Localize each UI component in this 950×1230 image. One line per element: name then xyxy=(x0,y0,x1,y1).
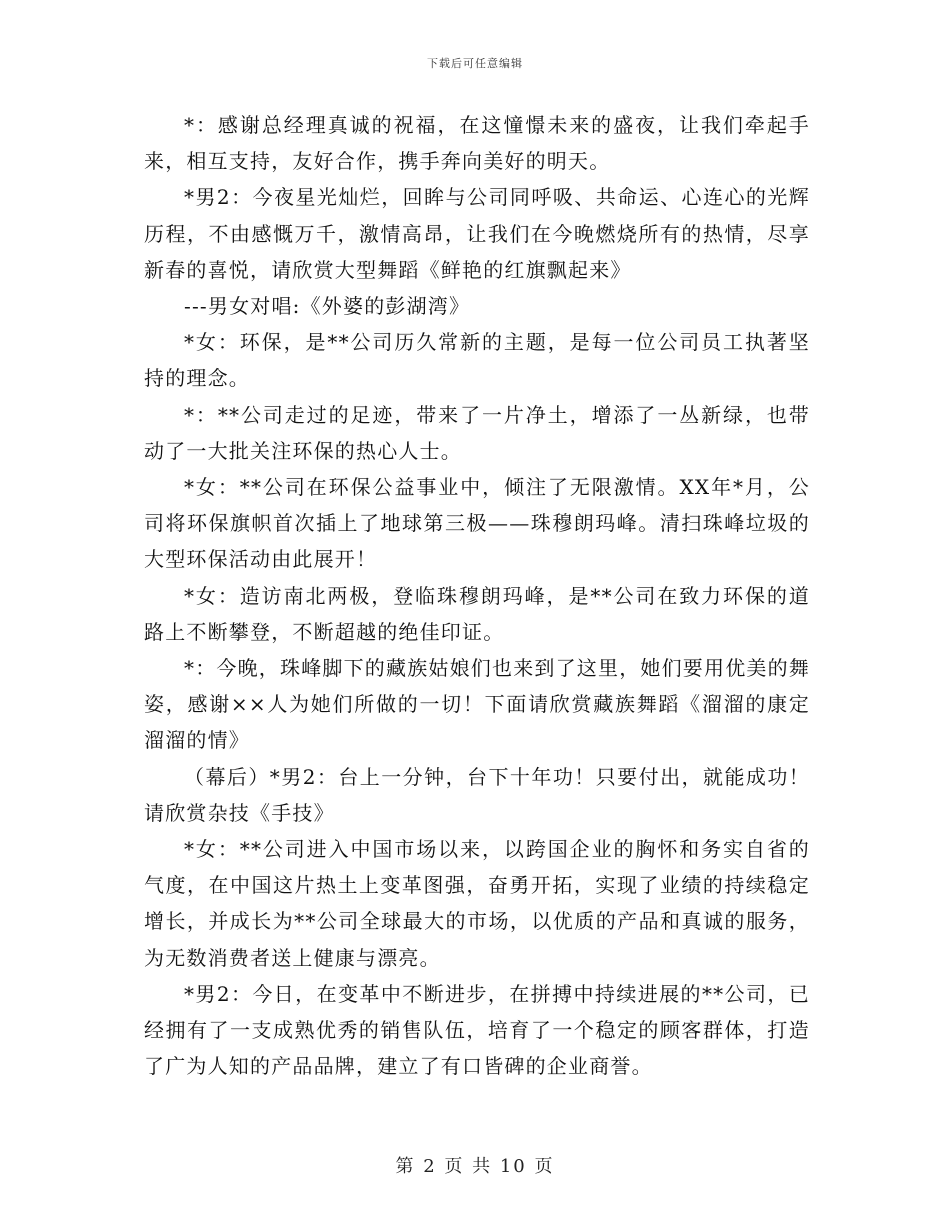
paragraph-male2-today: *男2：今日，在变革中不断进步，在拼搏中持续进展的**公司，已经拥有了一支成熟优秀的销售队伍，培育了一个稳定的顾客群体，打造了广为人知的产品品牌，建立了有口皆碑的企业商誉。 xyxy=(144,981,810,1079)
paragraph-footprints: *：**公司走过的足迹，带来了一片净土，增添了一丛新绿，也带动了一大批关注环保的热心人士。 xyxy=(144,402,810,463)
paragraph-tibetan-dance: *：今晚，珠峰脚下的藏族姑娘们也来到了这里，她们要用优美的舞姿，感谢××人为她们所做的一切！下面请欣赏藏族舞蹈《溜溜的康定溜溜的情》 xyxy=(144,656,810,753)
page-header-note: 下载后可任意编辑 xyxy=(427,57,523,70)
paragraph-female-poles: *女：造访南北两极，登临珠穆朗玛峰，是**公司在致力环保的道路上不断攀登，不断超越的绝佳印证。 xyxy=(144,583,810,644)
document-body xyxy=(144,107,810,1084)
paragraph-backstage-acrobatics: （幕后）*男2：台上一分钟，台下十年功！只要付出，就能成功！请欣赏杂技《手技》 xyxy=(144,764,810,825)
paragraph-female-everest: *女：**公司在环保公益事业中，倾注了无限激情。XX年*月，公司将环保旗帜首次插上了地球第三极——珠穆朗玛峰。清扫珠峰垃圾的大型环保活动由此展开！ xyxy=(144,475,810,572)
paragraph-thanks-general-manager: *：感谢总经理真诚的祝福，在这憧憬未来的盛夜，让我们牵起手来，相互支持，友好合作，携手奔向美好的明天。 xyxy=(144,113,810,174)
page-number: 第 2 页 共 10 页 xyxy=(395,1156,555,1177)
paragraph-female-environment: *女：环保，是**公司历久常新的主题，是每一位公司员工执著坚持的理念。 xyxy=(144,330,810,391)
paragraph-male2-starlight: *男2：今夜星光灿烂，回眸与公司同呼吸、共命运、心连心的光辉历程，不由感慨万千，激情高昂，让我们在今晚燃烧所有的热情，尽享新春的喜悦，请欣赏大型舞蹈《鲜艳的红旗飘起来》 xyxy=(144,185,810,282)
paragraph-female-china-market: *女：**公司进入中国市场以来，以跨国企业的胸怀和务实自省的气度，在中国这片热土上变革图强，奋勇开拓，实现了业绩的持续稳定增长，并成长为**公司全球最大的市场，以优质的产品和真诚的服务，为无数消费者送上健康与漂亮。 xyxy=(144,837,810,970)
paragraph-duet-song: ---男女对唱:《外婆的彭湖湾》 xyxy=(184,294,471,319)
